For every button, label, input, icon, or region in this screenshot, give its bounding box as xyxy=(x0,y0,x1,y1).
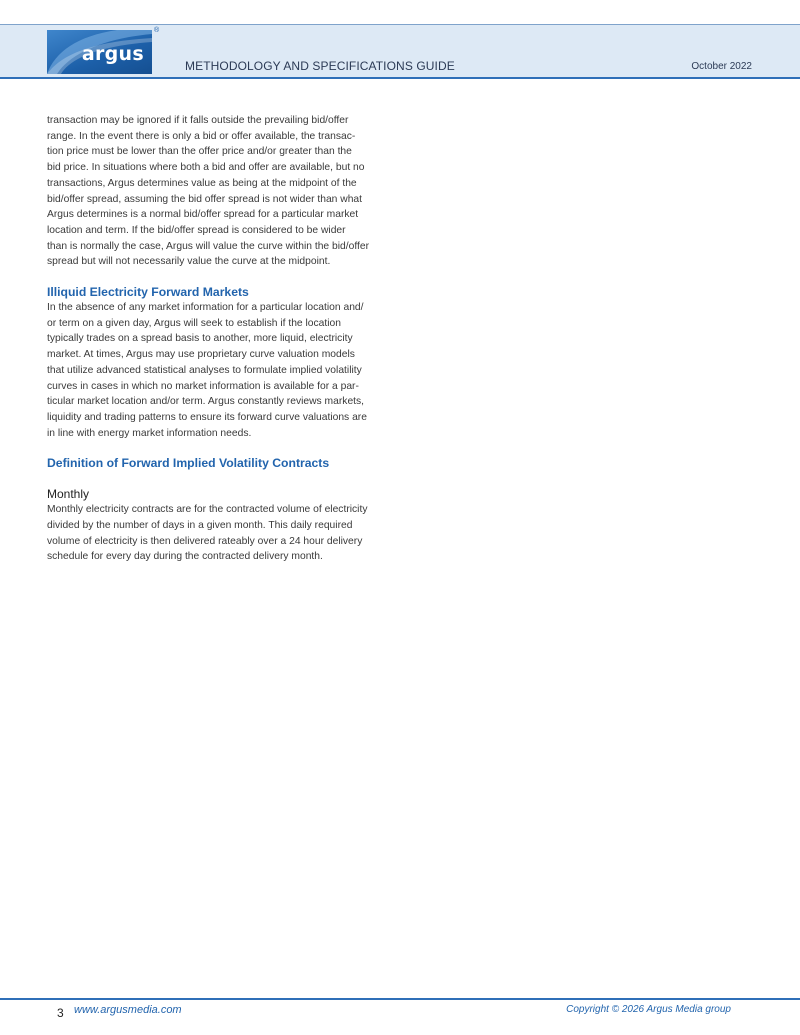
paragraph-line: volume of electricity is then delivered rateably over a 24 hour delivery xyxy=(47,535,363,547)
intro-line: bid/offer spread, assuming the bid offer spread is not wider than what xyxy=(47,193,363,205)
subsection-heading-monthly: Monthly xyxy=(47,487,90,502)
footer-rule xyxy=(0,998,800,1000)
copyright-notice: Copyright © 2026 Argus Media group xyxy=(566,1004,731,1015)
guide-title: METHODOLOGY AND SPECIFICATIONS GUIDE xyxy=(185,59,455,73)
registered-mark: ® xyxy=(154,27,160,34)
intro-line: bid price. In situations where both a bid and offer are available, but no xyxy=(47,162,365,174)
paragraph-line: curves in cases in which no market information is available for a par- xyxy=(47,380,359,392)
paragraph-line: that utilize advanced statistical analyses to formulate implied volatility xyxy=(47,364,362,376)
section-heading-volatility-contracts: Definition of Forward Implied Volatility Contracts xyxy=(47,456,330,471)
intro-paragraph xyxy=(47,113,397,270)
intro-line: Argus determines is a normal bid/offer spread for a particular market xyxy=(47,209,359,221)
intro-line: range. In the event there is only a bid or offer available, the transac- xyxy=(47,130,356,142)
paragraph-line: schedule for every day during the contracted delivery month. xyxy=(47,551,323,563)
intro-line: transactions, Argus determines value as being at the midpoint of the xyxy=(47,177,357,189)
page-number: 3 xyxy=(57,1006,64,1020)
paragraph-line: typically trades on a spread basis to another, more liquid, electricity xyxy=(47,333,353,345)
monthly-paragraph xyxy=(47,502,397,565)
illiquid-markets-paragraph xyxy=(47,300,397,441)
section-heading-illiquid-markets: Illiquid Electricity Forward Markets xyxy=(47,285,249,300)
paragraph-line: In the absence of any market information for a particular location and/ xyxy=(47,302,364,314)
logo-wordmark: argus xyxy=(81,43,144,65)
intro-line: tion price must be lower than the offer price and/or greater than the xyxy=(47,146,352,158)
intro-line: location and term. If the bid/offer spread is considered to be wider xyxy=(47,224,346,236)
website-link[interactable]: www.argusmedia.com xyxy=(74,1004,182,1016)
paragraph-line: divided by the number of days in a given month. This daily required xyxy=(47,520,353,532)
guide-date: October 2022 xyxy=(691,61,752,72)
paragraph-line: Monthly electricity contracts are for the contracted volume of electricity xyxy=(47,504,368,516)
intro-line: than is normally the case, Argus will value the curve within the bid/offer xyxy=(47,240,370,252)
argus-logo xyxy=(47,30,152,74)
paragraph-line: market. At times, Argus may use proprietary curve valuation models xyxy=(47,349,355,361)
paragraph-line: liquidity and trading patterns to ensure its forward curve valuations are xyxy=(47,411,367,423)
paragraph-line: in line with energy market information needs. xyxy=(47,427,252,439)
intro-line: spread but will not necessarily value the curve at the midpoint. xyxy=(47,256,331,268)
intro-line: transaction may be ignored if it falls outside the prevailing bid/offer xyxy=(47,115,349,126)
paragraph-line: or term on a given day, Argus will seek to establish if the location xyxy=(47,317,341,329)
paragraph-line: ticular market location and/or term. Argus constantly reviews markets, xyxy=(47,396,365,408)
main-content xyxy=(47,113,397,565)
